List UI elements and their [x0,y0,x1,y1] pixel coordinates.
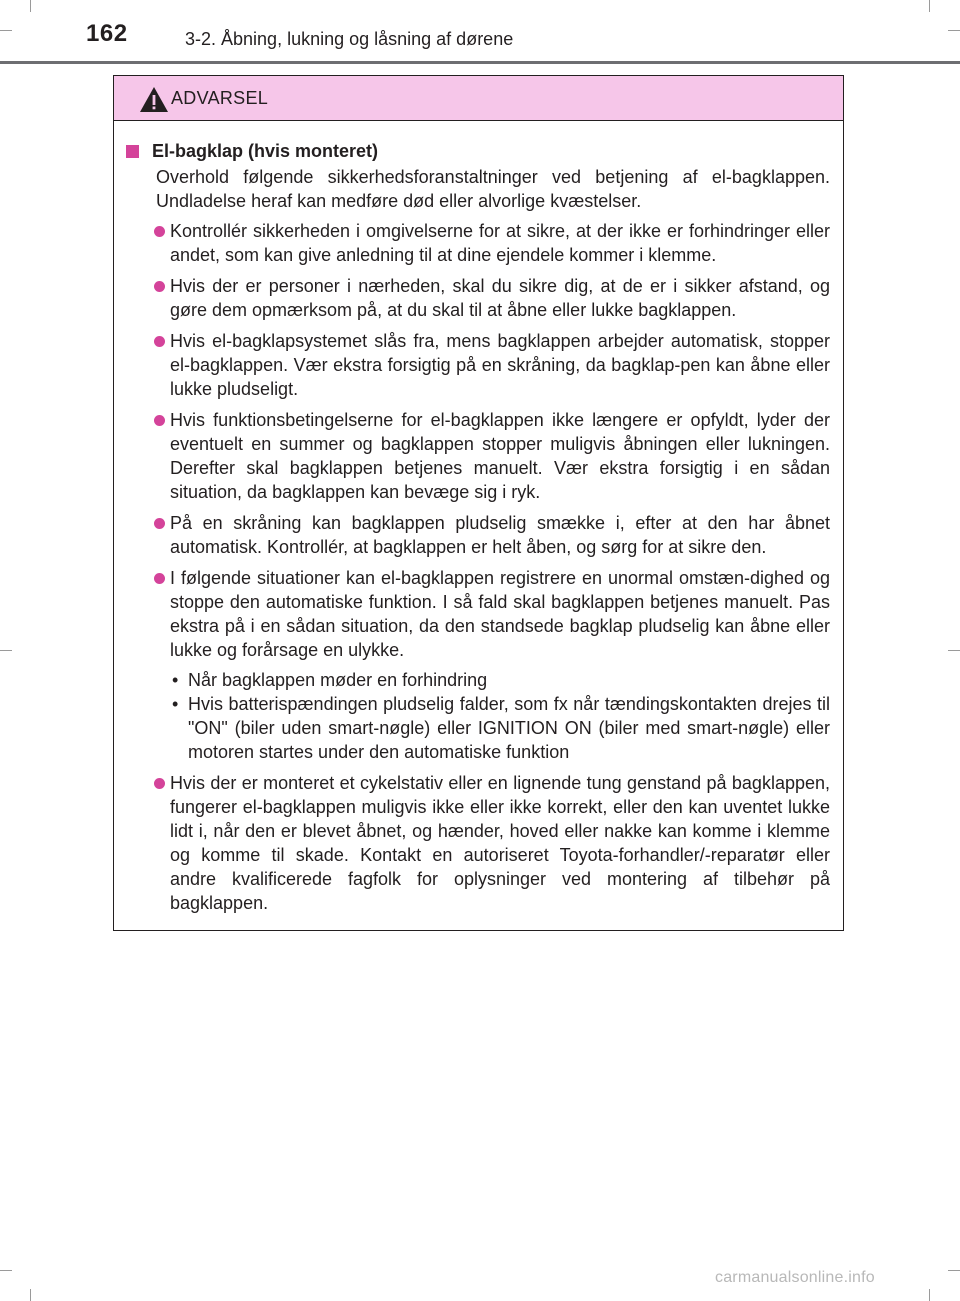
page-header [0,0,960,64]
sub-bullet-item [170,668,830,692]
warning-header [114,76,843,121]
warning-box [113,75,844,931]
list-item-text: Hvis der er personer i nærheden, skal du sikre dig, at de er i sikker afstand, og gøre dem opmærksom på, at du skal til at åbne eller lukke bagklappen. [170,276,830,320]
warning-content [114,121,843,915]
circle-bullet-icon [154,415,165,426]
sub-bullet-text: Når bagklappen møder en forhindring [188,670,488,690]
list-item [126,219,830,267]
circle-bullet-icon [154,573,165,584]
watermark: carmanualsonline.info [715,1269,875,1286]
circle-bullet-icon [154,226,165,237]
warning-triangle-icon [139,86,169,113]
crop-mark [0,1270,12,1271]
list-item [126,274,830,322]
sub-bullet-list [170,668,830,764]
circle-bullet-icon [154,518,165,529]
list-item-text: I følgende situationer kan el-bagklappen registrere en unormal omstæn-dighed og stoppe den automatiske funktion. I så fald skal bagklappen betjenes manuelt. Pas ekstra på i en sådan situation, da den standsede bagklap pludselig kan åbne eller lukke og forårsage en ulykke. [170,568,830,660]
list-item-text: Hvis der er monteret et cykelstativ eller en lignende tung genstand på bagklappen, fungerer el-bagklappen muligvis ikke eller ikke korrekt, eller den kan uventet lukke lidt i, når den er blevet åbnet, og hænder, hoved eller nakke kan komme i klemme og komme til skade. Kontakt en autoriseret Toyota-forhandler/-reparatør eller andre kvalificerede fagfolk for oplysninger ved montering af tilbehør på bagklappen. [170,773,830,913]
bullet-mark: • [172,694,179,714]
crop-mark [948,1270,960,1271]
sub-bullet-item [170,692,830,764]
crop-mark [929,1289,930,1301]
list-item [126,408,830,504]
crop-mark [948,650,960,651]
circle-bullet-icon [154,778,165,789]
subheading [126,139,830,163]
list-item [126,771,830,915]
list-item-text: På en skråning kan bagklappen pludselig smække i, efter at den har åbnet automatisk. Kontrollér, at bagklappen er helt åben, og sørg for at sikre den. [170,513,830,557]
circle-bullet-icon [154,336,165,347]
sub-bullet-text: Hvis batterispændingen pludselig falder, som fx når tændingskontakten drejes til "ON" (biler uden smart-nøgle) eller IGNITION ON (biler med smart-nøgle) eller motoren startes under den automatiske funktion [188,694,830,762]
subheading-text: El-bagklap (hvis monteret) [152,141,379,161]
intro-paragraph: Overhold følgende sikkerhedsforanstaltninger ved betjening af el-bagklappen. Undladelse heraf kan medføre død eller alvorlige kvæstelser. [156,167,830,211]
bullet-mark: • [172,670,179,690]
header-rule [0,61,960,64]
list-item [126,329,830,401]
crop-mark [30,1289,31,1301]
list-item-text: Hvis el-bagklapsystemet slås fra, mens bagklappen arbejder automatisk, stopper el-bagklappen. Vær ekstra forsigtig på en skråning, da bagklap-pen kan åbne eller lukke pludseligt. [170,331,830,399]
section-title: 3-2. Åbning, lukning og låsning af dørene [185,29,514,49]
circle-bullet-icon [154,281,165,292]
list-item [126,511,830,559]
page-number: 162 [86,20,128,47]
list-item [126,566,830,662]
list-item-text: Kontrollér sikkerheden i omgivelserne for at sikre, at der ikke er forhindringer eller andet, som kan give anledning til at dine ejendele kommer i klemme. [170,221,830,265]
list-item-text: Hvis funktionsbetingelserne for el-bagklappen ikke længere er opfyldt, lyder der eventuelt en summer og bagklappen stopper muligvis åbningen eller lukningen. Derefter skal bagklappen betjenes manuelt. Vær ekstra forsigtig i en sådan situation, da bagklappen kan bevæge sig i ryk. [170,410,830,502]
square-bullet-icon [126,145,139,158]
crop-mark [0,650,12,651]
warning-label: ADVARSEL [171,88,269,108]
